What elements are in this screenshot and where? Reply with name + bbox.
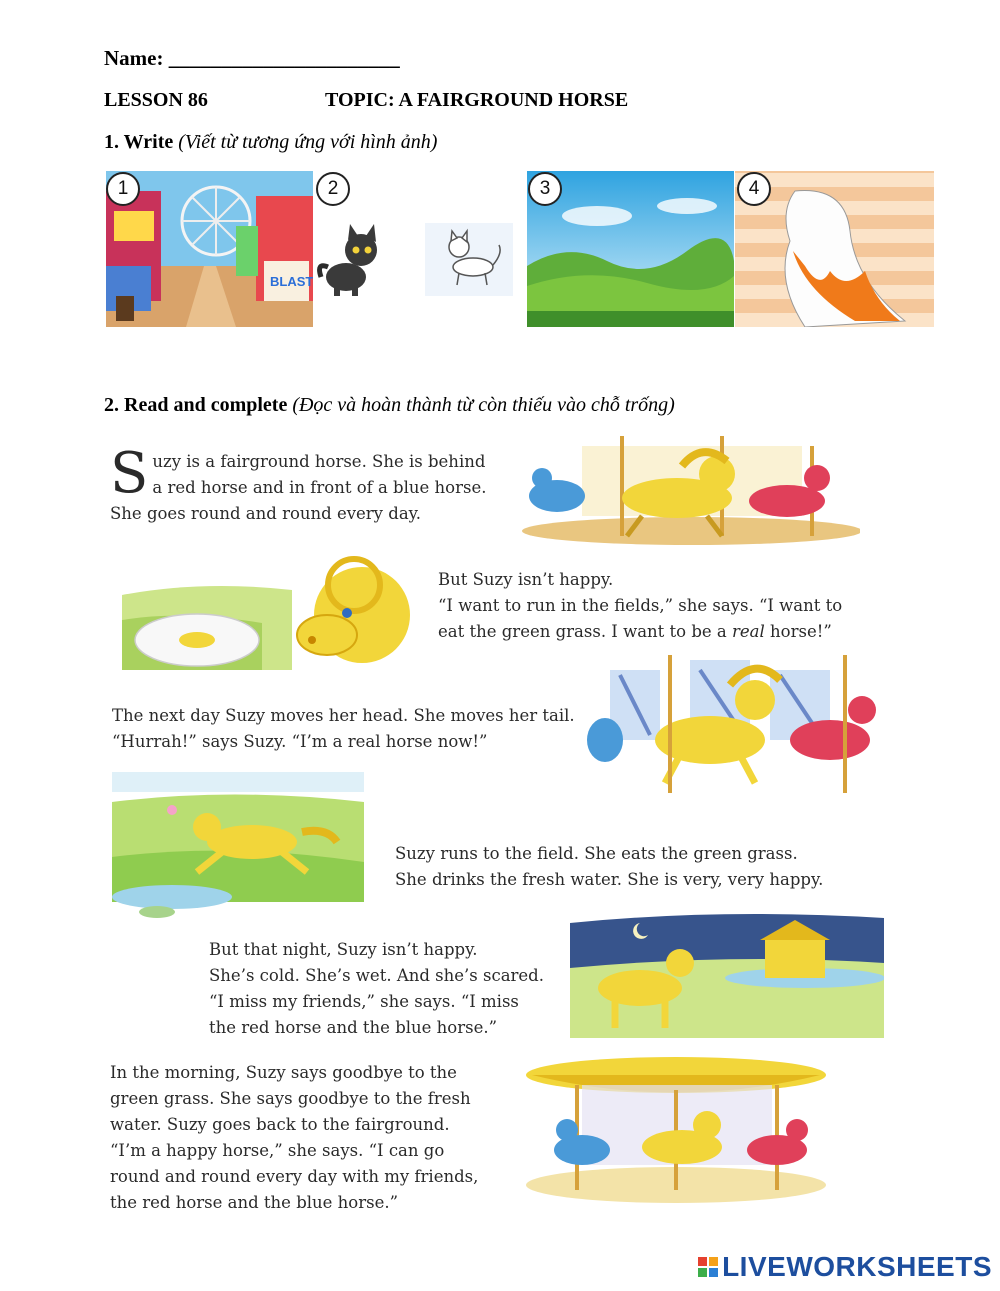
story-line: But that night, Suzy isn’t happy. — [209, 940, 478, 959]
story-paragraph-1 — [110, 441, 510, 527]
story-text: eat the green grass. I want to be a — [438, 622, 732, 641]
story-emphasis: real — [732, 622, 765, 641]
story-line: But Suzy isn’t happy. — [438, 570, 614, 589]
story-line: “I miss my friends,” she says. “I miss — [209, 992, 519, 1011]
story-line: She drinks the fresh water. She is very, very happy. — [395, 870, 824, 889]
name-label: Name: — [104, 46, 164, 70]
badge-3: 3 — [528, 172, 562, 206]
story-paragraph-5 — [209, 937, 569, 1041]
story-line: the red horse and the blue horse.” — [110, 1193, 399, 1212]
story-line: the red horse and the blue horse.” — [209, 1018, 498, 1037]
story-line: “I want to run in the fields,” she says. “I want to — [438, 596, 843, 615]
white-cat-image — [425, 223, 513, 296]
story-line: The next day Suzy moves her head. She moves her tail. — [112, 706, 575, 725]
drop-cap: S — [110, 441, 149, 506]
story-paragraph-6 — [110, 1060, 520, 1216]
story-line: “Hurrah!” says Suzy. “I’m a real horse now!” — [112, 732, 488, 751]
carousel-image-1 — [512, 436, 860, 548]
story-line: In the morning, Suzy says goodbye to the — [110, 1063, 457, 1082]
liveworksheets-logo — [698, 1251, 992, 1283]
lesson-topic: TOPIC: A FAIRGROUND HORSE — [325, 89, 629, 111]
section2-subtitle: (Đọc và hoàn thành từ còn thiếu vào chỗ trống) — [292, 394, 675, 416]
section1-title: 1. Write — [104, 131, 174, 153]
badge-2: 2 — [316, 172, 350, 206]
fair-sign-text: BLAST — [270, 274, 313, 289]
night-image — [570, 908, 884, 1038]
running-horse-image — [112, 772, 364, 927]
story-text: horse!” — [764, 622, 832, 641]
logo-text: LIVEWORKSHEETS — [722, 1251, 992, 1282]
badge-1: 1 — [106, 172, 140, 206]
story-line: “I’m a happy horse,” she says. “I can go — [110, 1141, 445, 1160]
story-line: Suzy runs to the field. She eats the green grass. — [395, 844, 798, 863]
section2-title: 2. Read and complete — [104, 394, 288, 416]
story-paragraph-4 — [395, 841, 855, 893]
black-cat-image — [316, 222, 386, 297]
lesson-number: LESSON 86 — [104, 89, 208, 111]
name-line — [104, 46, 400, 71]
story-line: water. Suzy goes back to the fairground. — [110, 1115, 450, 1134]
story-line: a red horse and in front of a blue horse. — [152, 478, 487, 497]
story-line: round and round every day with my friends, — [110, 1167, 479, 1186]
section1-heading — [104, 131, 437, 154]
badge-4: 4 — [737, 172, 771, 206]
story-line: She goes round and round every day. — [110, 504, 422, 523]
story-paragraph-2 — [438, 567, 898, 645]
dream-image — [122, 545, 418, 670]
logo-blocks-icon — [698, 1257, 718, 1277]
carousel-image-3 — [522, 1055, 830, 1207]
name-blank[interactable]: ______________________ — [168, 46, 400, 70]
story-line — [438, 619, 898, 645]
section2-heading — [104, 394, 675, 417]
story-line: green grass. She says goodbye to the fresh — [110, 1089, 471, 1108]
story-paragraph-3 — [112, 703, 592, 755]
carousel-image-2 — [580, 655, 885, 793]
story-line: She’s cold. She’s wet. And she’s scared. — [209, 966, 544, 985]
story-line: uzy is a fairground horse. She is behind — [152, 452, 486, 471]
section1-subtitle: (Viết từ tương ứng với hình ảnh) — [178, 131, 438, 153]
